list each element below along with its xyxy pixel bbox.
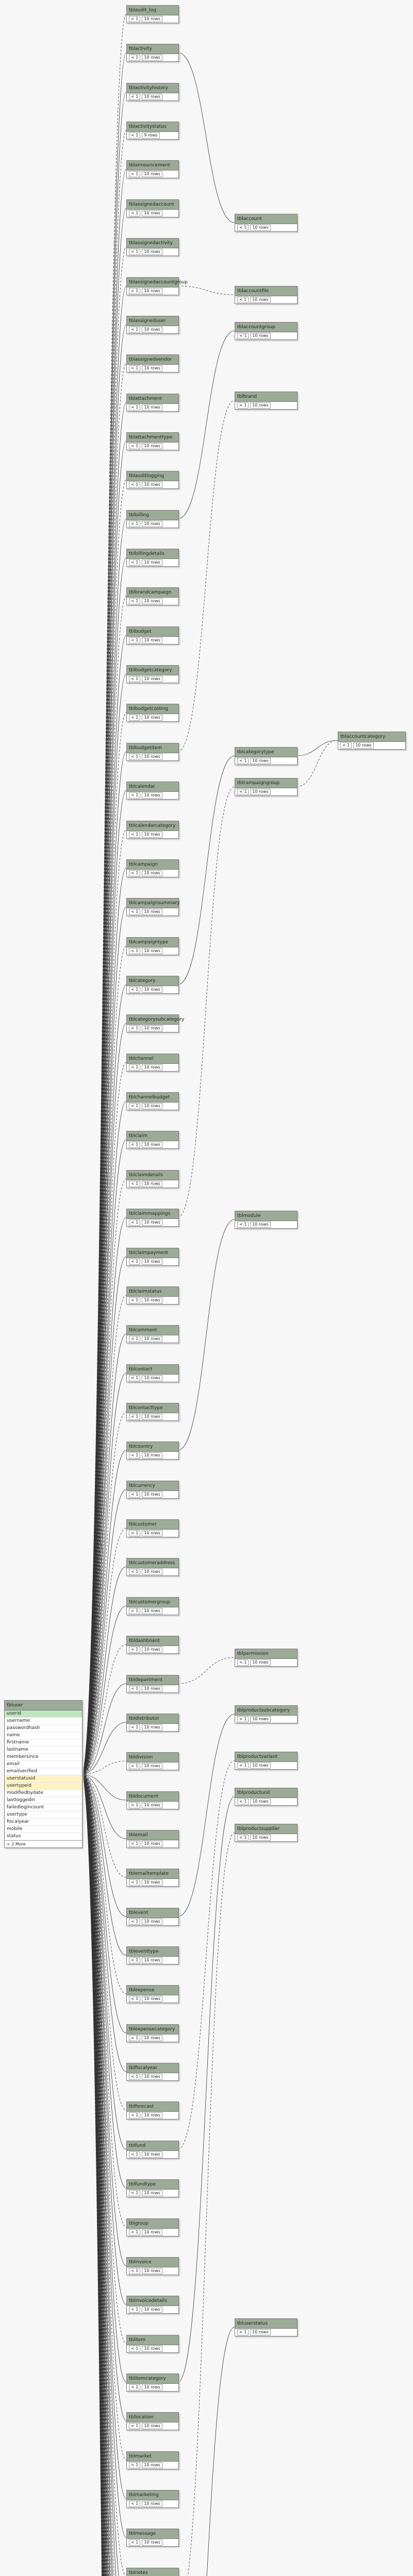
table-row-count: < 1 10 rows [127, 598, 178, 605]
table-row-count: < 1 10 rows [127, 481, 178, 488]
table-row-count: < 1 10 rows [127, 1103, 178, 1110]
relationship-line [178, 787, 235, 1217]
table-name: tblproductvariant [235, 1752, 297, 1762]
table-box[interactable] [126, 2218, 179, 2236]
table-box[interactable] [235, 1649, 298, 1667]
table-name: tblauditlogging [127, 471, 178, 481]
table-box[interactable] [126, 1092, 179, 1110]
table-row-count: < 1 10 rows [127, 947, 178, 955]
relationship-line [81, 247, 126, 1774]
table-name: tbldashboard [127, 1636, 178, 1646]
table-column: passwordhash [5, 1725, 82, 1732]
table-row-count: < 1 10 rows [127, 1957, 178, 1964]
relationship-line [296, 740, 338, 787]
table-row-count: < 1 10 rows [235, 402, 297, 409]
table-name: tblfiscalyear [127, 2063, 178, 2073]
table-row-count: < 1 10 rows [127, 1685, 178, 1692]
table-row-count: < 1 10 rows [127, 870, 178, 877]
table-box[interactable] [126, 394, 179, 412]
table-name: tblaccountgroup [235, 323, 297, 332]
relationship-line [81, 92, 126, 1774]
table-box[interactable] [126, 937, 179, 955]
table-name: tblactivityhistory [127, 83, 178, 93]
relationship-line [178, 53, 235, 223]
table-row-count: < 1 10 rows [127, 1413, 178, 1420]
table-name: tblchannel [127, 1054, 178, 1064]
table-box[interactable] [126, 1636, 179, 1654]
table-name: tblcategorytype [235, 748, 297, 757]
table-name: tblactivitystatus [127, 122, 178, 132]
table-box[interactable] [126, 2024, 179, 2042]
table-box[interactable] [235, 1211, 298, 1229]
table-row-count: < 1 10 rows [127, 714, 178, 721]
table-name: tblfundtype [127, 2180, 178, 2190]
table-row-count: < 1 10 rows [127, 54, 178, 61]
table-name: tblclaimmappings [127, 1209, 178, 1219]
table-name: tblbudget [127, 627, 178, 637]
table-box[interactable] [126, 2568, 179, 2576]
table-name: tblcontacttype [127, 1403, 178, 1413]
table-box[interactable] [126, 122, 179, 140]
table-box[interactable] [235, 392, 298, 410]
table-box[interactable] [235, 1752, 298, 1770]
table-name: tbldocument [127, 1792, 178, 1802]
table-box[interactable] [126, 510, 179, 528]
table-box[interactable] [126, 2296, 179, 2314]
table-box[interactable] [126, 1869, 179, 1887]
table-name: tblcustomer [127, 1520, 178, 1530]
table-name: tblaccount [235, 214, 297, 224]
table-row-count: < 1 10 rows [127, 15, 178, 23]
table-box[interactable] [126, 1403, 179, 1421]
table-name: tblcategorysubcategory [127, 1015, 178, 1025]
table-row-count: < 1 10 rows [127, 1219, 178, 1226]
table-name: tblcampaignsummary [127, 899, 178, 908]
table-name: tblcurrency [127, 1481, 178, 1491]
table-name: tblitem [127, 2335, 178, 2345]
table-row-count: < 1 10 rows [235, 2329, 297, 2336]
table-name: tblassignedvendor [127, 355, 178, 365]
table-column: emailverified [5, 1768, 82, 1775]
table-box[interactable] [235, 214, 298, 232]
table-box[interactable] [126, 316, 179, 334]
table-box[interactable] [126, 1131, 179, 1149]
table-row-count: < 1 10 rows [127, 1879, 178, 1886]
table-row-count: < 1 10 rows [127, 443, 178, 450]
table-column: lastloggedin [5, 1797, 82, 1804]
table-name: tblactivity [127, 44, 178, 54]
table-row-count: < 1 10 rows [235, 757, 297, 765]
table-box[interactable] [126, 1481, 179, 1499]
table-name: tblnotes [127, 2568, 178, 2576]
table-box[interactable] [235, 286, 298, 304]
table-row-count: < 1 10 rows [127, 326, 178, 333]
table-row-count: < 1 10 rows [235, 788, 297, 795]
table-column: userid [5, 1710, 82, 1718]
table-row-count: < 1 10 rows [127, 1918, 178, 1925]
table-name: tblassignedaccountgroup [127, 278, 178, 287]
relationship-line [81, 1140, 126, 1774]
table-name: tblclaimdetails [127, 1171, 178, 1180]
table-row-count: < 1 10 rows [127, 2462, 178, 2469]
table-name: tblproductunit [235, 1788, 297, 1798]
relationship-line [81, 363, 126, 1774]
table-footer: < 2 More [5, 1840, 82, 1848]
table-row-count: < 1 10 rows [127, 93, 178, 100]
table-box[interactable] [126, 782, 179, 800]
table-column: firstname [5, 1739, 82, 1747]
table-box[interactable] [126, 1985, 179, 2003]
table-row-count: < 1 10 rows [127, 404, 178, 411]
table-row-count: < 1 10 rows [127, 753, 178, 760]
table-column: usertypeid [5, 1783, 82, 1790]
table-box[interactable] [126, 1248, 179, 1266]
table-name: tblassigneduser [127, 316, 178, 326]
table-box[interactable] [126, 549, 179, 567]
table-name: tblattachment [127, 394, 178, 404]
table-box[interactable] [126, 1791, 179, 1809]
table-box[interactable] [235, 322, 298, 340]
relationship-line [81, 946, 126, 1774]
table-row-count: < 1 10 rows [127, 1258, 178, 1265]
table-row-count: < 1 10 rows [127, 2229, 178, 2236]
table-name: tbleventtype [127, 1947, 178, 1957]
table-row-count: < 1 10 rows [127, 1995, 178, 2003]
table-box[interactable] [126, 2335, 179, 2353]
table-box[interactable] [126, 2179, 179, 2197]
table-box[interactable] [126, 1714, 179, 1732]
relationship-line [178, 1714, 235, 1917]
relationship-line [178, 400, 235, 752]
table-row-count: < 1 10 rows [127, 1802, 178, 1809]
table-row-count: < 1 10 rows [127, 2112, 178, 2119]
table-box[interactable] [126, 898, 179, 916]
table-row-count: < 1 10 rows [127, 1530, 178, 1537]
table-column: email [5, 1761, 82, 1768]
table-name: tblevent [127, 1908, 178, 1918]
relationship-line [178, 1219, 235, 1450]
table-row-count: < 1 10 rows [127, 1646, 178, 1653]
table-row-count: < 1 10 rows [127, 2306, 178, 2313]
table-box[interactable] [126, 665, 179, 683]
table-row-count: < 1 10 rows [127, 908, 178, 916]
table-box[interactable] [126, 354, 179, 372]
table-name: tbldistributor [127, 1714, 178, 1724]
table-box[interactable] [126, 1597, 179, 1615]
table-row-count: < 1 10 rows [127, 2190, 178, 2197]
relationship-line [81, 674, 126, 1774]
relationship-line [178, 756, 235, 985]
table-name: tbluserstatus [235, 2319, 297, 2329]
relationship-line [81, 402, 126, 1774]
table-box[interactable] [126, 859, 179, 877]
table-box[interactable] [126, 1946, 179, 1964]
table-name: tblemailtemplate [127, 1869, 178, 1879]
table-name: tbluser [5, 1701, 82, 1710]
table-box[interactable] [126, 1170, 179, 1188]
table-row-count: < 1 10 rows [127, 1064, 178, 1071]
table-row-count: < 1 10 rows [127, 1297, 178, 1304]
table-box[interactable] [338, 732, 406, 750]
table-name: tblcalendarcategory [127, 821, 178, 831]
table-row-count: < 1 10 rows [127, 210, 178, 217]
table-name: tblaccountcategory [338, 732, 405, 742]
table-name: tbldivision [127, 1753, 178, 1762]
table-name: tblassignedactivity [127, 239, 178, 248]
table-name: tblclaim [127, 1131, 178, 1141]
table-column: modifiedbydate [5, 1790, 82, 1797]
table-row-count: < 1 10 rows [127, 1607, 178, 1615]
table-column: fiscalyear [5, 1819, 82, 1826]
table-box[interactable] [235, 2318, 298, 2336]
relationship-line [178, 2327, 235, 2576]
table-name: tblexpense [127, 1986, 178, 1995]
table-box[interactable] [126, 2490, 179, 2508]
table-row-count: < 1 10 rows [127, 1724, 178, 1731]
table-name: tblcomment [127, 1326, 178, 1335]
table-row-count: < 1 10 rows [127, 2073, 178, 2080]
table-box[interactable] [126, 1675, 179, 1693]
table-name: tblmarketing [127, 2490, 178, 2500]
table-row-count: < 1 10 rows [235, 224, 297, 231]
table-box[interactable] [126, 2374, 179, 2392]
table-name: tblcategory [127, 976, 178, 986]
table-row-count: < 1 10 rows [127, 1568, 178, 1575]
table-name: tblmessage [127, 2529, 178, 2539]
table-row-count: < 1 10 rows [235, 1716, 297, 1723]
table-column: mobile [5, 1826, 82, 1833]
table-box[interactable] [126, 1830, 179, 1848]
table-row-count: < 1 10 rows [235, 1834, 297, 1841]
relationship-line [81, 635, 126, 1774]
table-box[interactable] [126, 238, 179, 256]
table-row-count: < 1 10 rows [235, 1659, 297, 1666]
table-row-count: < 1 10 rows [127, 792, 178, 799]
table-row-count: < 1 10 rows [235, 1798, 297, 1805]
table-box[interactable] [126, 743, 179, 761]
table-row-count: < 1 10 rows [127, 248, 178, 256]
relationship-line [81, 14, 126, 1774]
relationship-line [178, 1657, 235, 1684]
table-name: tblcalendar [127, 782, 178, 792]
table-column: name [5, 1732, 82, 1739]
table-row-count: < 1 10 rows [338, 742, 405, 749]
table-column: failedlogincount [5, 1804, 82, 1811]
table-box[interactable] [126, 2102, 179, 2120]
table-name: tblcampaigngroup [235, 778, 297, 788]
relationship-line [296, 740, 338, 756]
table-box[interactable] [126, 2257, 179, 2275]
table-name: tblmodule [235, 1211, 297, 1221]
table-name: tbldepartment [127, 1675, 178, 1685]
table-name: tblgroup [127, 2219, 178, 2229]
table-name: tblfund [127, 2141, 178, 2151]
table-column: username [5, 1718, 82, 1725]
table-row-count: < 1 10 rows [235, 296, 297, 303]
table-box[interactable] [126, 1325, 179, 1343]
table-row-count: < 1 10 rows [127, 1375, 178, 1382]
table-box[interactable] [126, 1364, 179, 1382]
table-name: tblattachmenttype [127, 433, 178, 443]
table-box[interactable] [126, 432, 179, 450]
table-row-count: < 1 10 rows [127, 1840, 178, 1848]
table-box[interactable] [126, 2451, 179, 2469]
table-name: tblproductsubcategory [235, 1706, 297, 1716]
table-box[interactable] [126, 704, 179, 722]
table-name: tblcustomeraddress [127, 1558, 178, 1568]
table-row-count: < 1 10 rows [127, 1335, 178, 1343]
table-name: tblcampaign [127, 860, 178, 870]
table-row-count: < 1 10 rows [235, 1221, 297, 1228]
table-box[interactable] [235, 1705, 298, 1723]
table-box[interactable] [126, 626, 179, 645]
table-name: tblaccountfile [235, 286, 297, 296]
table-name: tblitemcategory [127, 2374, 178, 2384]
table-row-count: < 1 10 rows [127, 2539, 178, 2546]
table-row-count: < 1 10 rows [127, 1491, 178, 1498]
table-box[interactable] [126, 1442, 179, 1460]
table-name: tblbudgetcategory [127, 666, 178, 675]
table-box[interactable] [126, 587, 179, 605]
relationship-line [81, 1774, 126, 2460]
table-box[interactable] [126, 1286, 179, 1304]
table-row-count: < 1 10 rows [127, 287, 178, 295]
table-name: tblbrand [235, 392, 297, 402]
relationship-line [178, 1833, 235, 2576]
table-box[interactable] [126, 976, 179, 994]
table-box[interactable] [126, 44, 179, 62]
table-box[interactable] [126, 199, 179, 217]
relationship-line [178, 1797, 235, 2382]
table-row-count: < 1 10 rows [235, 332, 297, 340]
relationship-line [81, 1774, 126, 2304]
table-row-count: < 1 10 rows [127, 986, 178, 993]
table-column: userstatusid [5, 1775, 82, 1783]
table-row-count: < 1 10 rows [127, 2035, 178, 2042]
table-box[interactable] [126, 1014, 185, 1032]
table-name: tblbudgetitem [127, 743, 178, 753]
table-name: tblinvoicedetails [127, 2296, 178, 2306]
relationship-line [81, 208, 126, 1774]
relationship-line [178, 331, 235, 519]
table-column: membersince [5, 1754, 82, 1761]
table-box[interactable] [126, 160, 179, 178]
table-row-count: < 1 10 rows [235, 1762, 297, 1769]
table-box[interactable] [126, 2412, 179, 2430]
table-name: tblcontact [127, 1365, 178, 1375]
table-row-count: < 1 10 rows [127, 1762, 178, 1770]
table-row-count: < 1 10 rows [127, 2422, 178, 2430]
table-name: tblbillingdetails [127, 549, 178, 559]
table-row-count: < 1 10 rows [127, 831, 178, 838]
table-row-count: < 1 10 rows [127, 559, 178, 566]
table-row-count: < 1 10 rows [127, 2384, 178, 2391]
table-row-count: < 1 10 rows [127, 520, 178, 528]
table-name: tblbilling [127, 511, 178, 520]
table-box[interactable] [126, 83, 179, 101]
table-box[interactable] [126, 821, 179, 839]
table-row-count: < 1 10 rows [127, 1025, 178, 1032]
table-box[interactable] [126, 2063, 179, 2081]
table-row-count: < 1 10 rows [127, 2151, 178, 2158]
relationship-line [81, 519, 126, 1774]
table-row-count: < 1 10 rows [127, 637, 178, 644]
table-column: usertype [5, 1811, 82, 1819]
table-name: tblclaimpayment [127, 1248, 178, 1258]
table-row-count: < 1 10 rows [127, 2345, 178, 2352]
table-box[interactable] [126, 277, 188, 295]
table-row-count: < 1 10 rows [127, 171, 178, 178]
table-row-count: < 1 9 rows [127, 132, 178, 139]
table-name: tblaudit_log [127, 6, 178, 15]
table-row-count: < 1 10 rows [127, 1180, 178, 1188]
table-box[interactable] [126, 1558, 179, 1576]
table-row-count: < 1 10 rows [127, 2500, 178, 2507]
table-box[interactable] [126, 471, 179, 489]
table-name: tblbudgetcosting [127, 704, 178, 714]
table-box[interactable] [235, 1824, 298, 1842]
main-table[interactable] [4, 1700, 82, 1848]
table-name: tblpermission [235, 1649, 297, 1659]
table-box[interactable] [126, 1519, 179, 1537]
table-box[interactable] [235, 1788, 298, 1806]
table-name: tblemail [127, 1831, 178, 1840]
table-name: tblclaimstatus [127, 1287, 178, 1297]
table-box[interactable] [126, 2141, 179, 2159]
table-row-count: < 1 10 rows [127, 365, 178, 372]
table-name: tblcountry [127, 1442, 178, 1452]
relationship-line [81, 1774, 126, 2576]
relationship-line [178, 286, 235, 295]
table-name: tblforecast [127, 2102, 178, 2112]
table-name: tblassignedaccount [127, 200, 178, 210]
table-column: status [5, 1833, 82, 1840]
table-name: tblannouncement [127, 161, 178, 171]
table-box[interactable] [126, 2529, 179, 2547]
table-column: lastname [5, 1747, 82, 1754]
table-row-count: < 1 10 rows [127, 2267, 178, 2275]
table-name: tblchannelbudget [127, 1093, 178, 1103]
table-name: tblcustomergroup [127, 1598, 178, 1607]
table-row-count: < 1 10 rows [127, 1452, 178, 1459]
table-name: tblproductsupplier [235, 1824, 297, 1834]
table-box[interactable] [126, 1054, 179, 1072]
table-row-count: < 1 10 rows [127, 1141, 178, 1148]
table-box[interactable] [126, 1209, 179, 1227]
table-name: tblexpensecategory [127, 2025, 178, 2035]
table-name: tbllocation [127, 2413, 178, 2422]
table-name: tblinvoice [127, 2258, 178, 2267]
table-box[interactable] [235, 747, 298, 765]
table-row-count: < 1 10 rows [127, 675, 178, 683]
table-name: tblmarket [127, 2452, 178, 2462]
table-box[interactable] [235, 778, 298, 796]
table-box[interactable] [126, 1752, 179, 1770]
table-box[interactable] [126, 5, 179, 23]
table-box[interactable] [126, 1908, 179, 1926]
table-name: tblcampaigntype [127, 938, 178, 947]
table-name: tblbrandcampaign [127, 588, 178, 598]
relationship-line [81, 596, 126, 1774]
